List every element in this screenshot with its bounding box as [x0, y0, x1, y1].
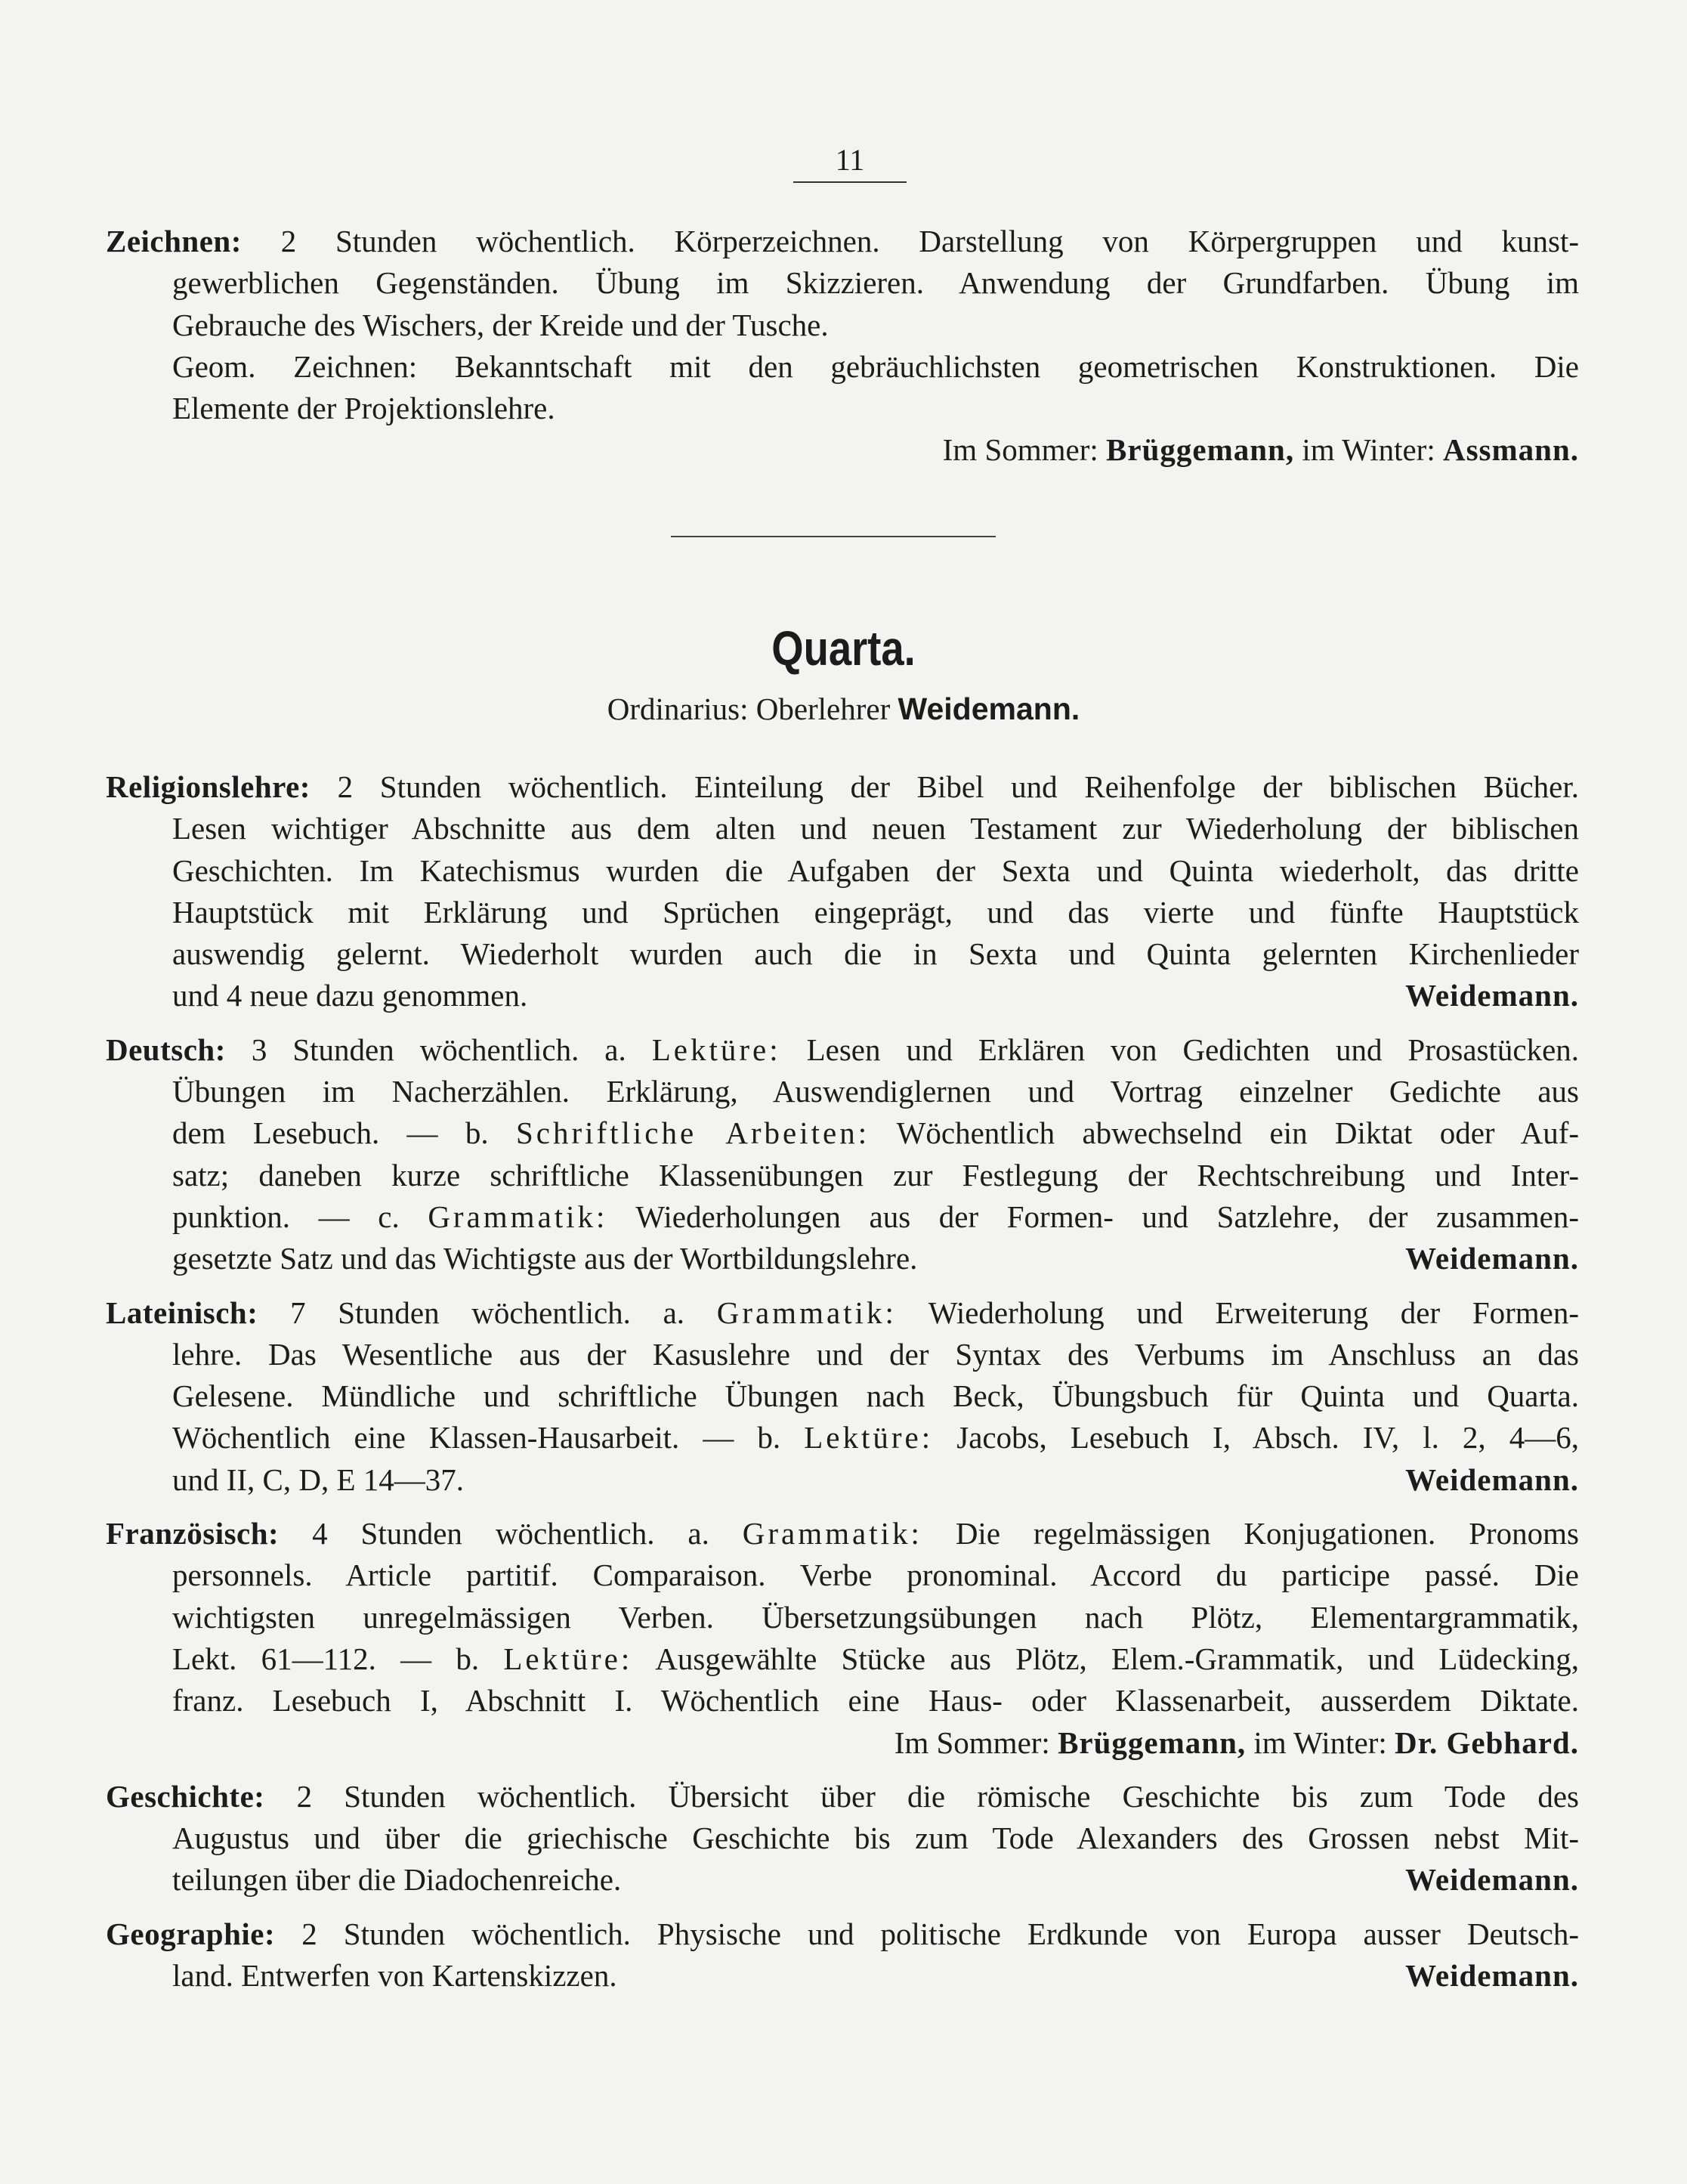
teacher-name: Weidemann.	[1405, 1241, 1579, 1276]
deutsch-line-5: punktion. — c. Grammatik: Wiederholungen aus der Formen- und Satzlehre, der zusammen-	[172, 1199, 1580, 1234]
spacer	[106, 1017, 1579, 1029]
religion-line-3: Geschichten. Im Katechismus wurden die Aufgaben der Sexta und Quinta wiederholt, das dritte	[172, 852, 1579, 888]
spacer	[106, 1280, 1579, 1292]
geographie-line-2: land. Entwerfen von Kartenskizzen. Weidemann.	[172, 1955, 1579, 1997]
franz-line-5: franz. Lesebuch I, Abschnitt I. Wöchentlich eine Haus- oder Klassenarbeit, ausserdem Diktate.	[172, 1683, 1579, 1718]
geographie-section	[106, 1913, 1579, 1997]
spacer	[106, 1901, 1579, 1913]
teacher-name: Dr. Gebhard.	[1395, 1725, 1579, 1760]
geographie-heading: Geographie:	[106, 1916, 276, 1951]
religion-heading: Religionslehre:	[106, 769, 311, 804]
zeichnen-line-1: Zeichnen: 2 Stunden wöchentlich. Körperzeichnen. Darstellung von Körpergruppen und kunst-	[106, 224, 1579, 258]
geographie-line-1: Geographie: 2 Stunden wöchentlich. Physische und politische Erdkunde von Europa ausser Deutsch-	[106, 1916, 1580, 1951]
religion-section	[106, 766, 1579, 1017]
teacher-name: Assmann.	[1442, 432, 1579, 468]
religion-line-5: auswendig gelernt. Wiederholt wurden auch die in Sexta und Quinta gelernten Kirchenlieder	[172, 936, 1579, 972]
deutsch-line-4: satz; daneben kurze schriftliche Klassenübungen zur Festlegung der Rechtschreibung und Inter-	[172, 1157, 1579, 1193]
quarta-subjects	[106, 766, 1579, 1997]
latein-line-4: Wöchentlich eine Klassen-Hausarbeit. — b. Lektüre: Jacobs, Lesebuch I, Absch. IV, l. 2, 4—6,	[172, 1420, 1580, 1455]
franz-line-3: wichtigsten unregelmässigen Verben. Übersetzungsübungen nach Plötz, Elementargrammatik,	[172, 1599, 1579, 1635]
teacher-name: Weidemann.	[1405, 1462, 1579, 1497]
deutsch-line-3: dem Lesebuch. — b. Schriftliche Arbeiten: Wöchentlich abwechselnd ein Diktat oder Auf-	[172, 1115, 1580, 1151]
religion-line-4: Hauptstück mit Erklärung und Sprüchen eingeprägt, und das vierte und fünfte Hauptstück	[172, 894, 1579, 930]
geschichte-line-2: Augustus und über die griechische Geschichte bis zum Tode Alexanders des Grossen nebst Mit-	[172, 1821, 1579, 1856]
section-divider	[671, 536, 996, 537]
geschichte-heading: Geschichte:	[106, 1778, 265, 1814]
deutsch-line-2: Übungen im Nacherzählen. Erklärung, Auswendiglernen und Vortrag einzelner Gedichte aus	[172, 1074, 1579, 1109]
deutsch-line-1: Deutsch: 3 Stunden wöchentlich. a. Lektüre: Lesen und Erklären von Gedichten und Prosastücken.	[106, 1032, 1580, 1067]
franz-section	[106, 1513, 1579, 1764]
ordinarius-line: Ordinarius: Oberlehrer Weidemann.	[607, 691, 1080, 726]
latein-line-2: lehre. Das Wesentliche aus der Kasuslehre und der Syntax des Verbums im Anschluss an das	[172, 1336, 1579, 1372]
geschichte-line-3: teilungen über die Diadochenreiche. Weidemann.	[172, 1859, 1579, 1901]
latein-line-1: Lateinisch: 7 Stunden wöchentlich. a. Grammatik: Wiederholung und Erweiterung der Formen-	[106, 1295, 1580, 1330]
ordinarius-name: Weidemann.	[898, 691, 1080, 726]
latein-line-3: Gelesene. Mündliche und schriftliche Übungen nach Beck, Übungsbuch für Quinta und Quarta.	[172, 1378, 1579, 1414]
geschichte-section	[106, 1776, 1579, 1901]
teacher-name: Brüggemann,	[1106, 432, 1295, 468]
latein-section	[106, 1292, 1579, 1501]
deutsch-section	[106, 1029, 1579, 1280]
religion-line-2: Lesen wichtiger Abschnitte aus dem alten und neuen Testament zur Wiederholung der biblischen	[172, 811, 1579, 846]
zeichnen-line-4: Geom. Zeichnen: Bekanntschaft mit den gebräuchlichsten geometrischen Konstruktionen. Die	[172, 348, 1579, 384]
zeichnen-line-2: gewerblichen Gegenständen. Übung im Skizzieren. Anwendung der Grundfarben. Übung im	[172, 265, 1579, 301]
latein-line-5: und II, C, D, E 14—37. Weidemann.	[172, 1459, 1579, 1501]
zeichnen-line-5: Elemente der Projektionslehre.	[172, 391, 555, 426]
franz-line-1: Französisch: 4 Stunden wöchentlich. a. Grammatik: Die regelmässigen Konjugationen. Pronoms	[106, 1516, 1580, 1551]
spacer	[106, 1501, 1579, 1513]
latein-heading: Lateinisch:	[106, 1295, 258, 1330]
class-title: Quarta.	[771, 621, 916, 676]
franz-heading: Französisch:	[106, 1516, 280, 1551]
spacer	[106, 1764, 1579, 1776]
teacher-name: Weidemann.	[1405, 1862, 1579, 1898]
teacher-name: Weidemann.	[1405, 978, 1579, 1013]
zeichnen-section	[106, 221, 1579, 472]
religion-line-6: und 4 neue dazu genommen. Weidemann.	[172, 975, 1579, 1016]
franz-teacher-line: Im Sommer: Brüggemann, im Winter: Dr. Gebhard.	[894, 1725, 1579, 1760]
zeichnen-heading: Zeichnen:	[106, 224, 242, 258]
teacher-name: Brüggemann,	[1058, 1725, 1247, 1760]
teacher-name: Weidemann.	[1405, 1958, 1579, 1994]
page-number: 11	[793, 142, 907, 183]
franz-line-4: Lekt. 61—112. — b. Lektüre: Ausgewählte Stücke aus Plötz, Elem.-Grammatik, und Lüdecking,	[172, 1641, 1579, 1676]
religion-line-1: Religionslehre: 2 Stunden wöchentlich. Einteilung der Bibel und Reihenfolge der biblischen Bücher.	[106, 769, 1580, 804]
zeichnen-teacher-line: Im Sommer: Brüggemann, im Winter: Assmann.	[942, 432, 1579, 468]
franz-line-2: personnels. Article partitif. Comparaison. Verbe pronominal. Accord du participe passé. Die	[172, 1558, 1579, 1593]
zeichnen-line-3: Gebrauche des Wischers, der Kreide und der Tusche.	[172, 307, 829, 342]
geschichte-line-1: Geschichte: 2 Stunden wöchentlich. Übersicht über die römische Geschichte bis zum Tode des	[106, 1778, 1580, 1814]
deutsch-heading: Deutsch:	[106, 1032, 226, 1067]
deutsch-line-6: gesetzte Satz und das Wichtigste aus der Wortbildungslehre. Weidemann.	[172, 1238, 1579, 1279]
